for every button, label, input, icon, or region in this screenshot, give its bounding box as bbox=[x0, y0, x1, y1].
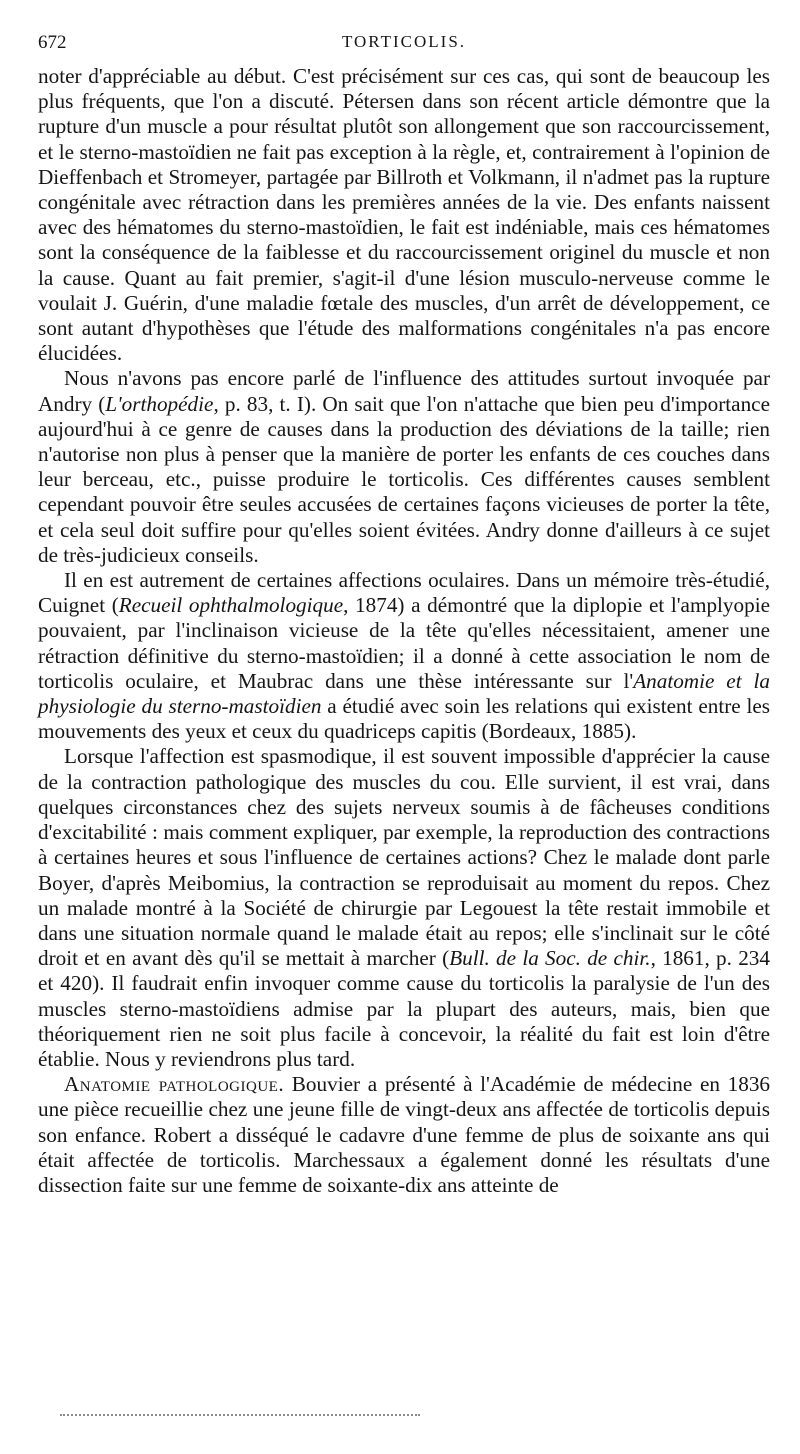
footer-dotted-rule bbox=[60, 1414, 420, 1416]
citation-anatomie: Anatomie et la physiologie du sterno-mastoïdien bbox=[38, 668, 770, 719]
running-header bbox=[38, 30, 770, 64]
section-heading-anatomie: Anatomie pathologique. bbox=[64, 1072, 285, 1097]
paragraph-1 bbox=[38, 64, 770, 366]
paragraph-3-text-c: a étudié avec soin les relations qui existent entre les mouvements des yeux et ceux du quadriceps capitis (Bordeaux, 1885). bbox=[38, 694, 770, 744]
paragraph-2-text-b: , p. 83, t. I). On sait que l'on n'attache que bien peu d'importance aujourd'hui à ce genre de causes dans la production des déviations de la taille; rien n'autorise non plus à penser que la manière de porter les enfants de ces couches dans leur berceau, etc., puisse produire le torticolis. Ces différentes causes semblent cependant pouvoir être seules accusées de certaines façons vicieuses de porter la tête, et cela seul doit suffire pour qu'elles soient évitées. Andry donne d'ailleurs à ce sujet de très-judicieux conseils. bbox=[38, 391, 770, 567]
running-title: TORTICOLIS. bbox=[341, 32, 467, 51]
citation-bulletin: Bull. de la Soc. de chir. bbox=[449, 946, 651, 971]
paragraph-4-text-a: Lorsque l'affection est spasmodique, il est souvent impossible d'apprécier la cause de la contraction pathologique des muscles du cou. Elle survient, il est vrai, dans quelques circonstances chez des sujets nerveux soumis à de fâcheuses conditions d'excitabilité : mais comment expliquer, par exemple, la reproduction des contractions à certaines heures et sous l'influence de certaines actions? Chez le malade dont parle Boyer, d'après Meibomius, la contraction se reproduisait au moment du repos. Chez un malade montré à la Société de chirurgie par Legouest la tête restait immobile et dans une situation normale quand le malade était au repos; elle s'inclinait sur le côté droit et en avant dès qu'il se mettait à marcher ( bbox=[38, 744, 770, 971]
page-number: 672 bbox=[38, 32, 67, 53]
paragraph-3-text-b: , 1874) a démontré que la diplopie et l'amplyopie pouvaient, par l'inclinaison vicieuse de la tête qu'elles nécessitaient, amener une rétraction définitive du sterno-mastoïdien; il a donné à cette association le nom de torticolis oculaire, et Maubrac dans une thèse intéressante sur l' bbox=[38, 593, 770, 693]
paragraph-5-text: Bouvier a présenté à l'Académie de médecine en 1836 une pièce recueillie chez une jeune fille de vingt-deux ans affectée de torticolis depuis son enfance. Robert a disséqué le cadavre d'une femme de plus de soixante ans qui était affectée de torticolis. Marchessaux a également donné les résultats d'une dissection faite sur une femme de soixante-dix ans atteinte de bbox=[38, 1072, 771, 1197]
body-text bbox=[38, 64, 770, 1198]
paragraph-4-text-b: , 1861, p. 234 et 420). Il faudrait enfin invoquer comme cause du torticolis la paralysie de l'un des muscles sterno-mastoïdiens admise par la plupart des auteurs, mais, bien que théoriquement rien ne soit plus facile à concevoir, la réalité du fait est loin d'être établie. Nous y reviendrons plus tard. bbox=[38, 946, 770, 1071]
paragraph-5 bbox=[38, 1072, 770, 1198]
paragraph-4 bbox=[38, 744, 770, 1072]
paragraph-2 bbox=[38, 366, 770, 568]
paragraph-3-text-a: Il en est autrement de certaines affections oculaires. Dans un mémoire très-étudié, Cuignet ( bbox=[38, 568, 770, 618]
citation-recueil: Recueil ophthalmologique bbox=[118, 593, 344, 618]
paragraph-1-text: noter d'appréciable au début. C'est précisément sur ces cas, qui sont de beaucoup les plus fréquents, que l'on a discuté. Pétersen dans son récent article démontre que la rupture d'un muscle a pour résultat plutôt son allongement que son raccourcissement, et le sterno-mastoïdien ne fait pas exception à la règle, et, contrairement à l'opinion de Dieffenbach et Stromeyer, partagée par Billroth et Volkmann, il n'admet pas la rupture congénitale avec rétraction dans les premières années de la vie. Des enfants naissent avec des hématomes du sterno-mastoïdien, le fait est indéniable, mais ces hématomes sont la conséquence de la faiblesse et du raccourcissement originel du muscle et non la cause. Quant au fait premier, s'agit-il d'une lésion musculo-nerveuse comme le voulait J. Guérin, d'une maladie fœtale des muscles, d'un arrêt de développement, ce sont autant d'hypothèses que l'étude des malformations congénitales n'a pas encore élucidées. bbox=[38, 64, 770, 366]
paragraph-3 bbox=[38, 568, 770, 744]
paragraph-2-text-a: Nous n'avons pas encore parlé de l'influence des attitudes surtout invoquée par Andry ( bbox=[38, 366, 770, 416]
citation-orthopedie: L'orthopédie bbox=[105, 391, 214, 416]
